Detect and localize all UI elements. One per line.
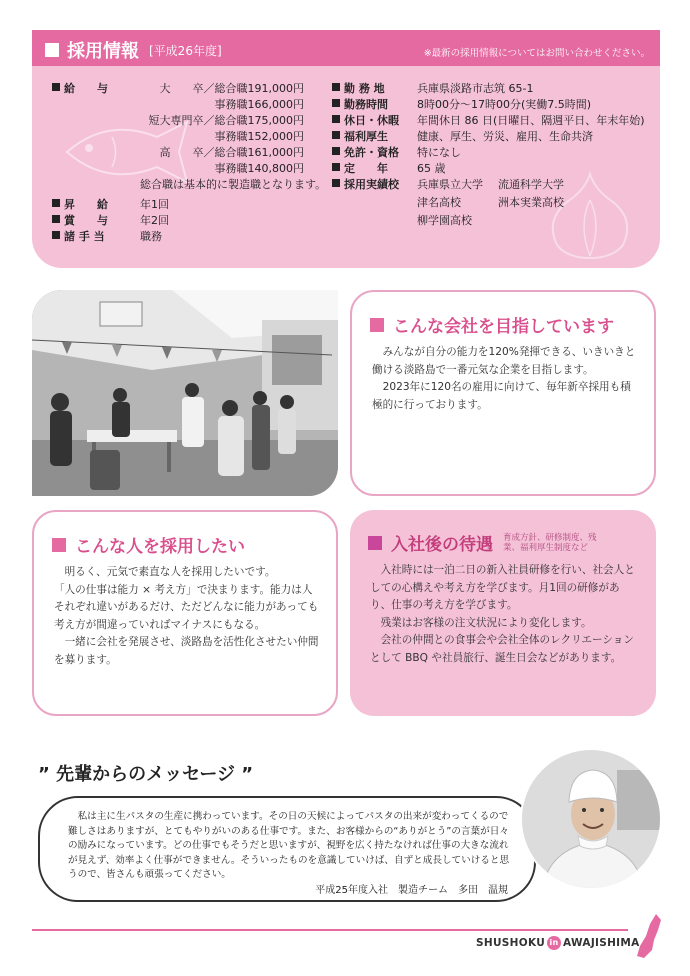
schools-label: 採用実績校 [332, 178, 399, 192]
senior-message-text: 私は主に生パスタの生産に携わっています。その日の天候によってパスタの出来が変わってくるので難しさはありますが、とてもやりがいのある仕事です。また、お客様からの“ありがとう”の言葉が日々の励みになっています。どの仕事でもそうだと思いますが、視野を広く持たなければ仕事の大きな流れが見えず、効率よく仕事ができません。そういったものを意識していけば、自ずと成長していけると思うので、皆さんも頑張ってください。 [68, 811, 510, 880]
portrait-illustration [522, 750, 662, 890]
square-bullet-icon [332, 115, 340, 123]
treatment-paragraph: 残業はお客様の注文状況により変化します。 [380, 616, 592, 629]
salary-note: 総合職は基本的に製造職となります。 [140, 178, 327, 191]
treatment-body [370, 562, 640, 667]
treatment-title: 入社後の待遇 [391, 535, 493, 555]
square-bullet-icon [52, 538, 66, 552]
square-bullet-icon [52, 199, 60, 207]
info-item-label: 休日・休暇 [332, 114, 399, 128]
company-goal-box [350, 290, 656, 496]
footer-divider [32, 929, 628, 931]
school-item: 洲本実業高校 [498, 196, 564, 209]
square-bullet-icon [332, 147, 340, 155]
company-goal-title: こんな会社を目指しています [393, 317, 614, 337]
company-goal-paragraph: みんなが自分の能力を120%発揮できる、いきいきと働ける淡路島で一番元気な企業を目指します。 [372, 346, 636, 376]
salary-row: 高 卒／総合職161,000円 [159, 146, 304, 159]
square-bullet-icon [332, 99, 340, 107]
square-bullet-icon [45, 43, 59, 57]
info-item-value: 特になし [417, 146, 461, 159]
info-item-label: 福利厚生 [332, 130, 388, 144]
company-goal-body [372, 344, 638, 414]
school-item: 津名高校 [417, 196, 461, 209]
ideal-candidate-box [32, 510, 338, 716]
allowance-row: 諸 手 当 [52, 230, 105, 244]
salary-label: 給 与 [52, 82, 108, 96]
school-item: 流通科学大学 [498, 178, 564, 191]
footer-brand: SHUSHOKU in AWAJISHIMA [476, 937, 640, 949]
bonus-row: 賞 与 [52, 214, 108, 228]
info-item-value: 健康、厚生、労災、雇用、生命共済 [417, 130, 593, 143]
info-year: [平成26年度] [149, 43, 222, 58]
ideal-candidate-title: こんな人を採用したい [75, 537, 245, 557]
company-goal-paragraph: 2023年に120名の雇用に向けて、毎年新卒採用も積極的に行っております。 [372, 381, 631, 411]
info-item-label: 勤務時間 [332, 98, 388, 112]
salary-row: 大 卒／総合職191,000円 [159, 82, 304, 95]
info-item-label: 免許・資格 [332, 146, 399, 160]
workplace-event-photo [32, 290, 338, 496]
info-header [32, 30, 660, 66]
square-bullet-icon [368, 536, 382, 550]
salary-row: 短大専門卒／総合職175,000円 [148, 114, 304, 127]
school-item: 兵庫県立大学 [417, 178, 483, 191]
ideal-candidate-body [54, 564, 320, 669]
ideal-candidate-paragraph: 一緒に会社を発展させ、淡路島を活性化させたい仲間を募ります。 [54, 636, 319, 666]
square-bullet-icon [332, 131, 340, 139]
treatment-subtitle: 育成方針、研修制度、残業、福利厚生制度など [503, 532, 597, 553]
salary-row: 事務職140,800円 [214, 162, 304, 175]
raise-row: 昇 給 [52, 198, 108, 212]
info-item-label: 定 年 [332, 162, 388, 176]
ideal-candidate-paragraph: 「人の仕事は能力 × 考え方」で決まります。能力は人それぞれ違いがあるだけ、ただどんなに能力があっても考え方が間違っていればマイナスにもなる。 [54, 583, 319, 631]
post-hire-treatment-box [350, 510, 656, 716]
bonus-value: 年2回 [140, 214, 169, 227]
square-bullet-icon [370, 318, 384, 332]
senior-message-bubble [38, 796, 536, 902]
photo-illustration [32, 290, 338, 496]
info-title: 採用情報 [67, 41, 139, 62]
senior-message-title: ” 先輩からのメッセージ ” [38, 764, 254, 785]
square-bullet-icon [52, 83, 60, 91]
salary-row: 事務職152,000円 [214, 130, 304, 143]
square-bullet-icon [52, 231, 60, 239]
info-item-value: 兵庫県淡路市志筑 65-1 [417, 82, 534, 95]
raise-value: 年1回 [140, 198, 169, 211]
square-bullet-icon [332, 179, 340, 187]
allowance-value: 職務 [140, 230, 162, 243]
senior-employee-portrait [520, 748, 662, 890]
awaji-island-icon [634, 912, 664, 960]
school-item: 柳学園高校 [417, 214, 472, 227]
square-bullet-icon [52, 215, 60, 223]
recruitment-info-panel [32, 30, 660, 268]
info-item-label: 勤 務 地 [332, 82, 385, 96]
treatment-paragraph: 入社時には一泊二日の新入社員研修を行い、社会人としての心構えや考え方を学びます。月1回の研修があり、仕事の考え方を学びます。 [370, 564, 635, 611]
info-note: ※最新の採用情報についてはお問い合わせください。 [423, 48, 650, 59]
info-item-value: 年間休日 86 日(日曜日、隔週平日、年末年始) [417, 114, 645, 127]
square-bullet-icon [332, 163, 340, 171]
square-bullet-icon [332, 83, 340, 91]
salary-row: 事務職166,000円 [214, 98, 304, 111]
footer-brand-in: in [547, 936, 561, 950]
ideal-candidate-paragraph: 明るく、元気で素直な人を採用したいです。 [64, 566, 276, 578]
info-item-value: 65 歳 [417, 162, 446, 175]
info-item-value: 8時00分～17時00分(実働7.5時間) [417, 98, 592, 111]
treatment-paragraph: 会社の仲間との食事会や会社全体のレクリエーションとして BBQ や社員旅行、誕生日会などがあります。 [370, 634, 634, 664]
senior-message-signature: 平成25年度入社 製造チーム 多田 温規 [315, 885, 508, 896]
